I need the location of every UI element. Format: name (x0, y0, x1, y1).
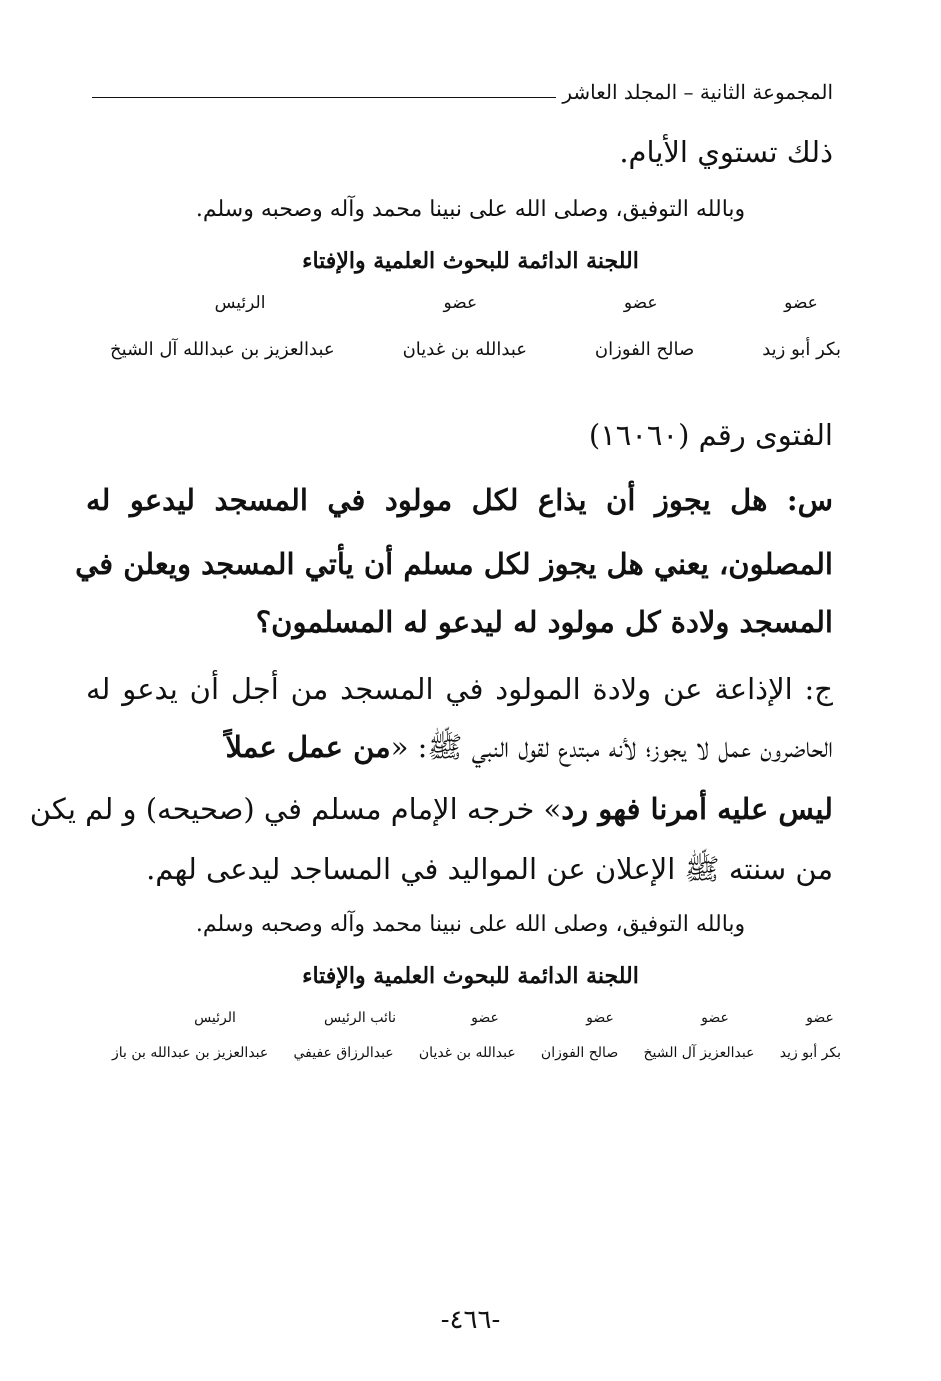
question-line: المصلون، يعني هل يجوز لكل مسلم أن يأتي المسجد ويعلن في (75, 547, 833, 581)
signatory-name: عبدالرزاق عفيفي (293, 1045, 394, 1061)
blessing-line: وبالله التوفيق، وصلى الله على نبينا محمد وآله وصحبه وسلم. (195, 197, 746, 222)
signatory-names (112, 1045, 841, 1061)
signatory-name: صالح الفوزان (540, 1045, 619, 1061)
role-label: عضو (623, 293, 658, 313)
answer-text: » خرجه الإمام مسلم في (صحيحه) و لم يكن (29, 792, 562, 826)
header-rule (92, 97, 556, 98)
signatory-name: عبدالعزيز آل الشيخ (643, 1045, 755, 1061)
signatory-name: عبدالعزيز بن عبدالله بن باز (112, 1045, 269, 1061)
hadith-text: من عمل عملاً (225, 730, 391, 764)
signatory-name: بكر أبو زيد (762, 339, 841, 360)
signatory-roles (160, 1010, 845, 1026)
hadith-text: ليس عليه أمرنا فهو رد (561, 792, 833, 826)
answer-text: الحاضرون عمل لا يجوز؛ لأنه مبتدع لقول النبي ﷺ: « (390, 730, 833, 764)
role-label: الرئيس (194, 1010, 236, 1026)
page-number: -٤٦٦- (440, 1305, 501, 1335)
answer-line (86, 730, 833, 772)
signatory-name: بكر أبو زيد (779, 1045, 841, 1061)
closing-line: ذلك تستوي الأيام. (619, 135, 833, 169)
role-label: عضو (784, 293, 818, 313)
role-label: الرئيس (214, 293, 266, 313)
signatory-name: صالح الفوزان (594, 339, 695, 360)
role-label: عضو (471, 1010, 499, 1026)
answer-line (29, 792, 833, 826)
role-label: عضو (701, 1010, 729, 1026)
role-label: نائب الرئيس (323, 1010, 397, 1026)
question-line: س: هل يجوز أن يذاع لكل مولود في المسجد ليدعو له (86, 483, 833, 517)
answer-line: ج: الإذاعة عن ولادة المولود في المسجد من أجل أن يدعو له (86, 672, 833, 706)
signatory-name: عبدالله بن غديان (418, 1045, 516, 1061)
signatory-names (110, 339, 841, 360)
blessing-line: وبالله التوفيق، وصلى الله على نبينا محمد وآله وصحبه وسلم. (195, 912, 746, 937)
role-label: عضو (806, 1010, 834, 1026)
running-header (92, 80, 833, 104)
question-line: المسجد ولادة كل مولود له ليدعو له المسلمون؟ (255, 605, 833, 639)
signatory-roles (140, 293, 841, 313)
role-label: عضو (443, 293, 478, 313)
fatwa-title: الفتوى رقم (١٦٠٦٠) (588, 418, 833, 452)
role-label: عضو (586, 1010, 614, 1026)
committee-title: اللجنة الدائمة للبحوث العلمية والإفتاء (302, 963, 639, 989)
signatory-name: عبدالله بن غديان (402, 339, 528, 360)
signatory-name: عبدالعزيز بن عبدالله آل الشيخ (110, 339, 335, 360)
answer-line: من سنته ﷺ الإعلان عن المواليد في المساجد ليدعى لهم. (146, 852, 833, 886)
running-title: المجموعة الثانية – المجلد العاشر (562, 80, 833, 104)
committee-title: اللجنة الدائمة للبحوث العلمية والإفتاء (302, 248, 639, 274)
